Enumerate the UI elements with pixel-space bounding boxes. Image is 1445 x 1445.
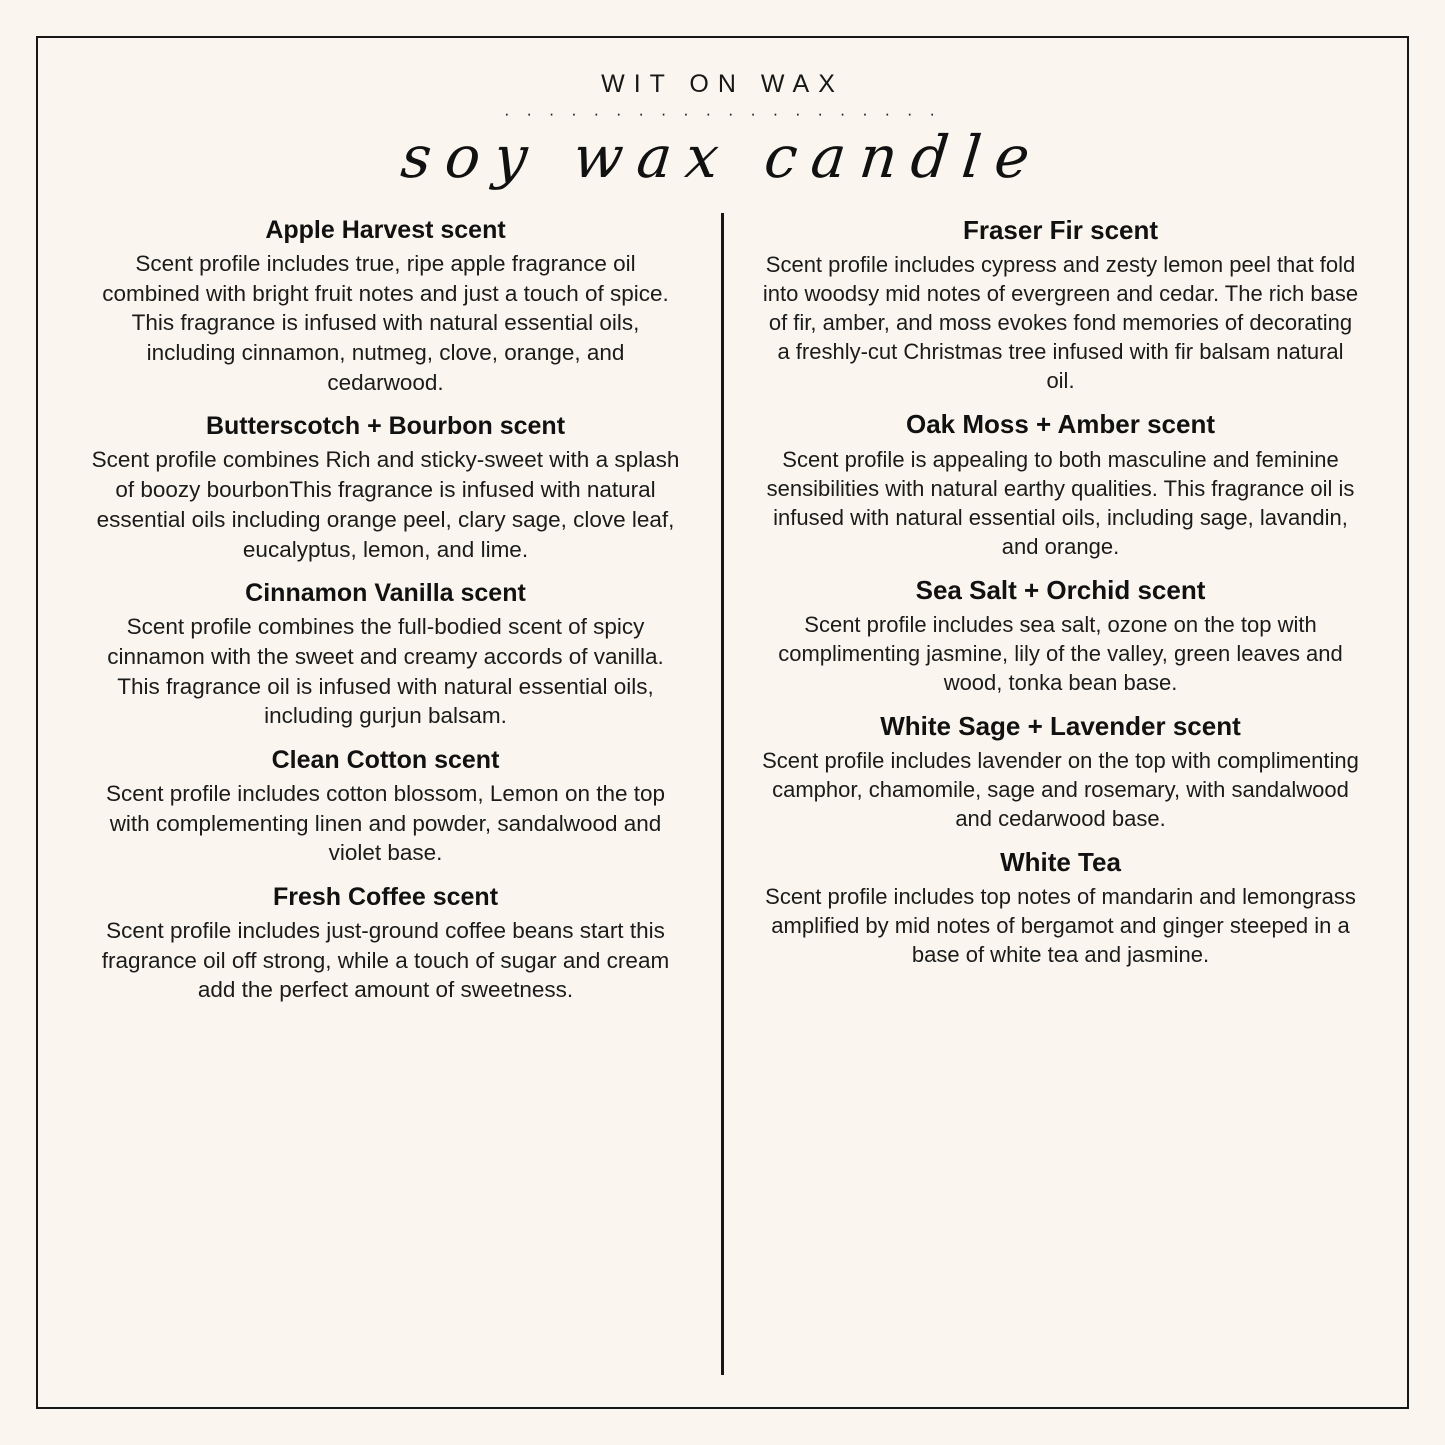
scent-description: Scent profile is appealing to both masculine and feminine sensibilities with natural earthy qualities. This fragrance oil is infused with natural essential oils, including sage, lavandin, and orange. — [766, 446, 1355, 559]
scent-description: Scent profile includes top notes of mandarin and lemongrass amplified by mid notes of bergamot and ginger steeped in a base of white tea and jasmine. — [765, 884, 1356, 968]
scent-description: Scent profile combines Rich and sticky-sweet with a splash of boozy bourbonThis fragrance is infused with natural essential oils including orange peel, clary sage, clove leaf, eucalyptus, lemon, and lime. — [91, 447, 680, 562]
dotted-divider: · · · · · · · · · · · · · · · · · · · · — [504, 107, 941, 121]
scent-columns — [72, 213, 1373, 1387]
scent-title: Fraser Fir scent — [962, 215, 1159, 245]
scent-description: Scent profile includes sea salt, ozone on the top with complimenting jasmine, lily of the valley, green leaves and wood, tonka bean base. — [778, 611, 1343, 695]
scent-description: Scent profile combines the full-bodied scent of spicy cinnamon with the sweet and creamy accords of vanilla. This fragrance oil is infused with natural essential oils, including gurjun balsam. — [107, 614, 664, 729]
bordered-frame — [36, 36, 1409, 1409]
scent-entry — [88, 745, 683, 868]
scent-entry — [762, 215, 1359, 395]
brand-name: WIT ON WAX — [601, 70, 844, 98]
scent-entry — [762, 575, 1359, 697]
scent-title: Oak Moss + Amber scent — [906, 409, 1215, 440]
script-title: soy wax candle — [398, 123, 1047, 191]
scent-title: Cinnamon Vanilla scent — [245, 579, 526, 608]
scent-description: Scent profile includes lavender on the top with complimenting camphor, chamomile, sage and rosemary, with sandalwood and cedarwood base. — [762, 748, 1359, 832]
scent-description: Scent profile includes cotton blossom, Lemon on the top with complementing linen and powder, sandalwood and violet base. — [105, 780, 666, 866]
left-scent-column — [72, 213, 721, 1387]
scent-description: Scent profile includes just-ground coffee beans start this fragrance oil off strong, while a touch of sugar and cream add the perfect amount of sweetness. — [101, 918, 670, 1003]
scent-entry — [88, 882, 683, 1005]
scent-title: Clean Cotton scent — [271, 745, 500, 774]
scent-entry — [762, 409, 1359, 560]
scent-title: Butterscotch + Bourbon scent — [205, 412, 566, 441]
scent-title: White Sage + Lavender scent — [880, 710, 1241, 741]
scent-entry — [88, 578, 683, 731]
scent-title: Sea Salt + Orchid scent — [915, 574, 1206, 605]
scent-entry — [762, 711, 1359, 833]
scent-description: Scent profile includes true, ripe apple fragrance oil combined with bright fruit notes and just a touch of spice. This fragrance is infused with natural essential oils, including cinnamon, nutmeg, clove, orange, and cedarwood. — [102, 251, 669, 395]
scent-title: Fresh Coffee scent — [272, 883, 499, 911]
scent-description: Scent profile includes cypress and zesty lemon peel that fold into woodsy mid notes of evergreen and cedar. The rich base of fir, amber, and moss evokes fond memories of decorating a freshly-cut Christmas tree infused with fir balsam natural oil. — [762, 252, 1359, 394]
scent-entry — [88, 411, 683, 564]
scent-title: White Tea — [1000, 847, 1121, 878]
scent-entry — [88, 215, 683, 397]
right-scent-column — [724, 213, 1373, 1387]
scent-title: Apple Harvest scent — [265, 216, 506, 244]
scent-entry — [762, 847, 1359, 969]
